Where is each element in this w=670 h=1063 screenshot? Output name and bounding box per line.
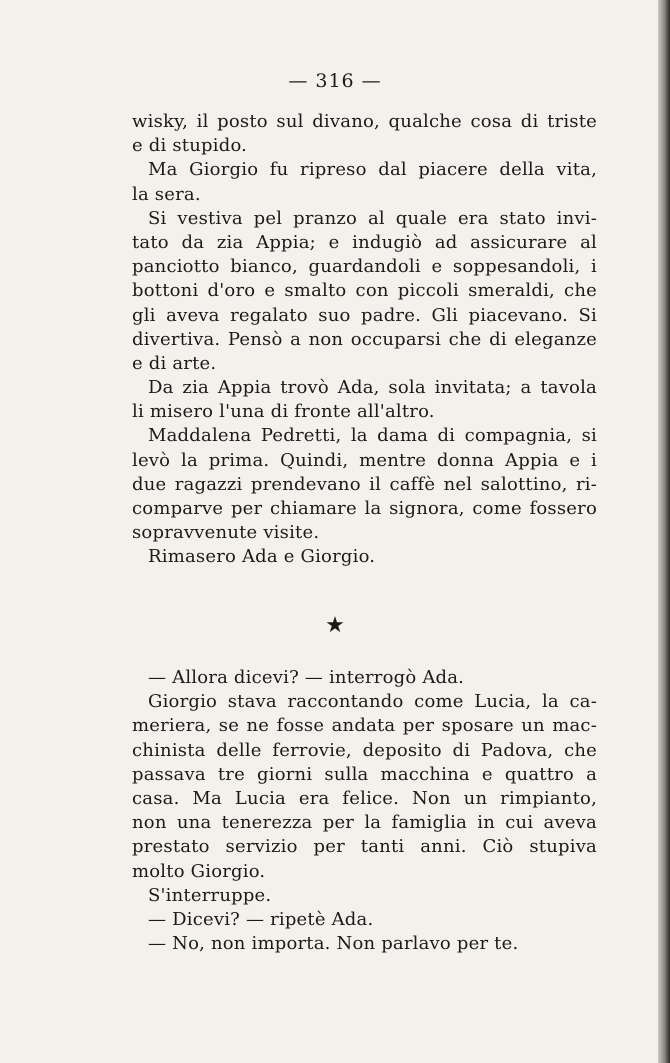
text-line: Ma Giorgio fu ripreso dal piacere della vita,: [148, 159, 597, 181]
text-line: — Allora dicevi? — interrogò Ada.: [148, 667, 465, 688]
page-binding-edge: [658, 0, 670, 1063]
text-line: due ragazzi prendevano il caffè nel salottino, ri-: [132, 473, 597, 495]
text-line: — Dicevi? — ripetè Ada.: [148, 908, 374, 930]
text-line: S'interruppe.: [148, 884, 272, 906]
text-line: Maddalena Pedretti, la dama di compagnia, si: [148, 425, 597, 447]
text-line: Giorgio stava raccontando come Lucia, la ca-: [148, 691, 597, 713]
text-block-after-divider: [132, 666, 597, 956]
text-line: Si vestiva pel pranzo al quale era stato invi-: [148, 207, 597, 229]
text-line: li misero l'una di fronte all'altro.: [132, 401, 435, 423]
text-line: e di arte.: [132, 352, 217, 374]
text-line: bottoni d'oro e smalto con piccoli smeraldi, che: [132, 280, 597, 302]
page-number: — 316 —: [288, 70, 382, 92]
text-line: wisky, il posto sul divano, qualche cosa di triste: [132, 111, 597, 132]
text-line: meriera, se ne fosse andata per sposare un mac-: [132, 715, 597, 737]
text-line: divertiva. Pensò a non occuparsi che di eleganze: [132, 328, 597, 350]
text-line: Da zia Appia trovò Ada, sola invitata; a tavola: [148, 377, 597, 399]
text-line: la sera.: [132, 183, 201, 205]
text-line: — No, non importa. Non parlavo per te.: [148, 933, 519, 955]
text-line: Rimasero Ada e Giorgio.: [148, 546, 376, 568]
text-line: panciotto bianco, guardandoli e soppesandoli, i: [132, 256, 597, 278]
text-line: prestato servizio per tanti anni. Ciò stupiva: [132, 836, 597, 858]
text-line: gli aveva regalato suo padre. Gli piacevano. Si: [132, 304, 597, 326]
text-line: sopravvenute visite.: [132, 522, 320, 544]
text-line: passava tre giorni sulla macchina e quattro a: [132, 763, 597, 785]
text-line: e di stupido.: [132, 135, 248, 157]
text-line: molto Giorgio.: [132, 860, 266, 882]
text-line: chinista delle ferrovie, deposito di Padova, che: [132, 739, 597, 761]
text-line: casa. Ma Lucia era felice. Non un rimpianto,: [132, 787, 597, 809]
text-line: levò la prima. Quindi, mentre donna Appia e i: [132, 449, 597, 471]
text-line: non una tenerezza per la famiglia in cui aveva: [132, 812, 597, 834]
section-divider-star-icon: ★: [325, 613, 345, 638]
text-block-before-divider: [132, 110, 597, 570]
text-line: comparve per chiamare la signora, come fossero: [132, 498, 597, 519]
text-line: tato da zia Appia; e indugiò ad assicurare al: [132, 231, 597, 253]
